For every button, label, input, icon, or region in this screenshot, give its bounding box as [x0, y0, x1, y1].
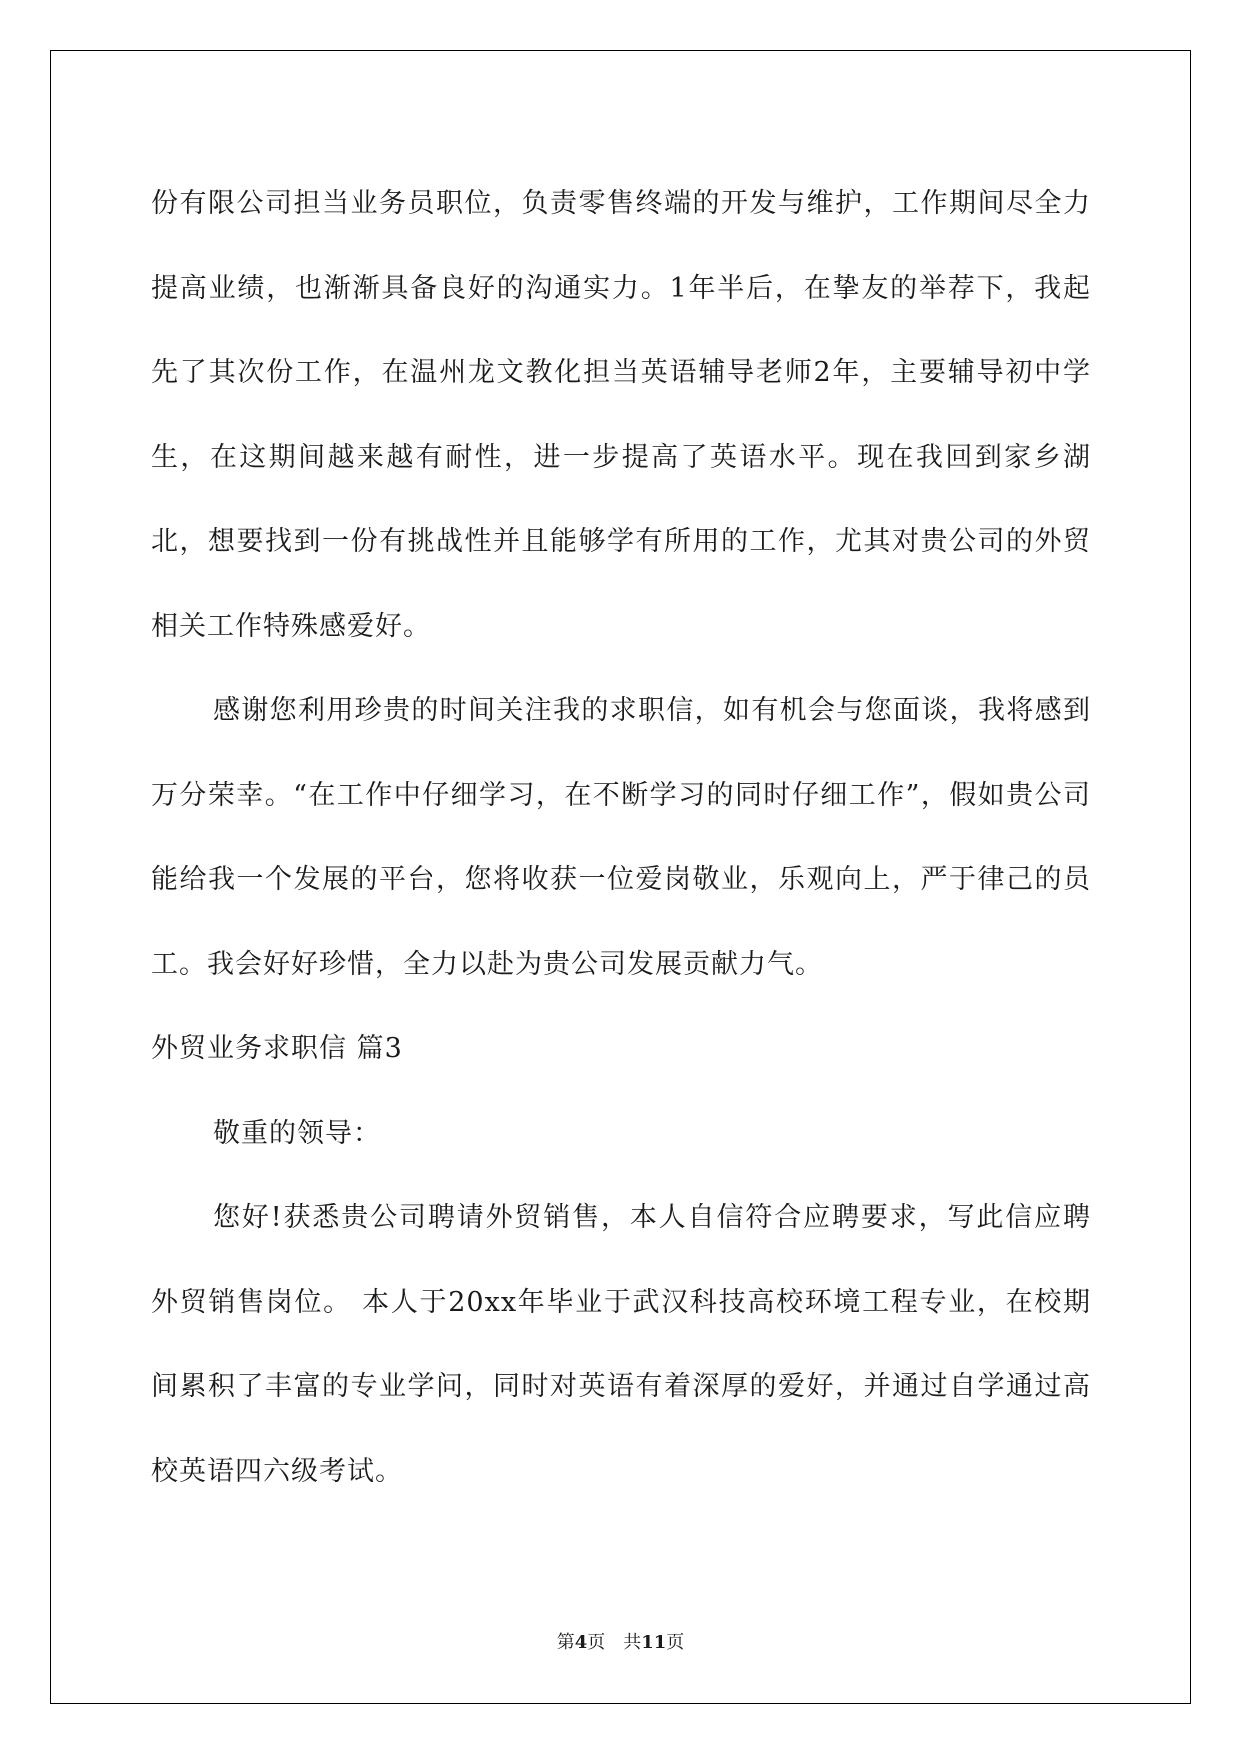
paragraph-application: 您好!获悉贵公司聘请外贸销售，本人自信符合应聘要求，写此信应聘外贸销售岗位。 本人于20xx年毕业于武汉科技高校环境工程专业，在校期间累积了丰富的专业学问，同时对英语有着深厚的爱好，并通过自学通过高校英语四六级考试。: [151, 1202, 1091, 1487]
footer-suffix-total: 页: [666, 1632, 685, 1653]
document-body: [151, 162, 1091, 1514]
footer-total-pages: 11: [641, 1632, 667, 1653]
salutation: 敬重的领导：: [213, 1117, 381, 1149]
footer-prefix-total: 共: [623, 1632, 642, 1653]
footer-prefix-page: 第: [556, 1632, 575, 1653]
page-footer: [0, 1628, 1241, 1654]
section-heading: 外贸业务求职信 篇3: [151, 1033, 403, 1064]
footer-page-number: 4: [574, 1632, 588, 1653]
footer-suffix-page: 页: [587, 1632, 606, 1653]
paragraph-work-history: 份有限公司担当业务员职位，负责零售终端的开发与维护，工作期间尽全力提高业绩，也渐渐具备良好的沟通实力。1年半后，在挚友的举荐下，我起先了其次份工作，在温州龙文教化担当英语辅导老师2年，主要辅导初中学生，在这期间越来越有耐性，进一步提高了英语水平。现在我回到家乡湖北，想要找到一份有挑战性并且能够学有所用的工作，尤其对贵公司的外贸相关工作特殊感爱好。: [151, 188, 1091, 642]
paragraph-thanks: 感谢您利用珍贵的时间关注我的求职信，如有机会与您面谈，我将感到万分荣幸。“在工作中仔细学习，在不断学习的同时仔细工作”，假如贵公司能给我一个发展的平台，您将收获一位爱岗敬业，乐观向上，严于律己的员工。我会好好珍惜，全力以赴为贵公司发展贡献力气。: [151, 695, 1091, 980]
